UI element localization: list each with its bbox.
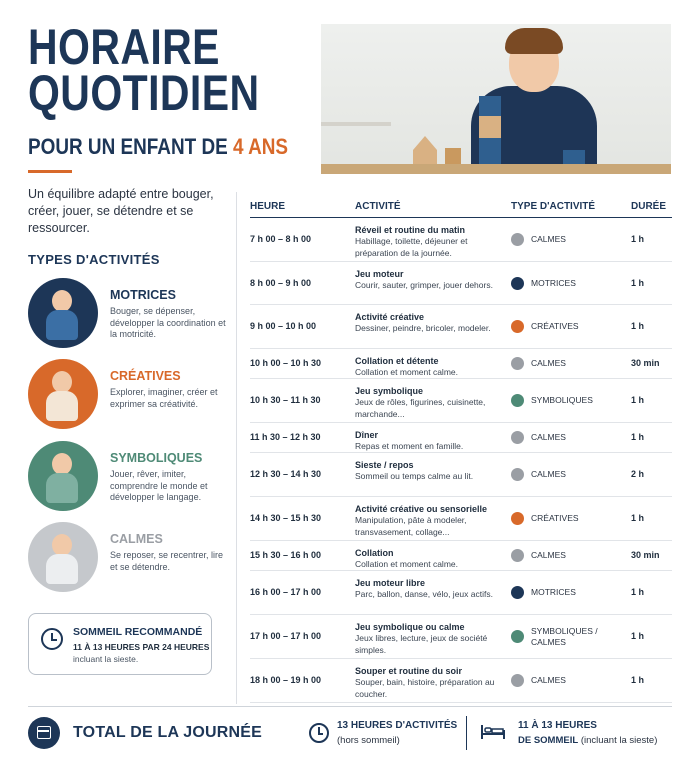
type-creatives <box>28 359 228 433</box>
row-time: 12 h 30 – 14 h 30 <box>250 469 322 479</box>
table-row <box>250 379 672 423</box>
sleep-recommendation <box>28 613 212 675</box>
row-time: 9 h 00 – 10 h 00 <box>250 321 317 331</box>
footer-divider <box>28 706 672 707</box>
accent-rule <box>28 170 72 173</box>
row-activity <box>355 548 505 571</box>
activity-detail: Jeux libres, lecture, jeux de société simples. <box>355 633 488 655</box>
page-title <box>28 19 260 121</box>
activity-detail: Jeux de rôles, figurines, cuisinette, marchande... <box>355 397 486 419</box>
activity-detail: Manipulation, pâte à modeler, transvasement, collage... <box>355 515 467 537</box>
activity-name: Activité créative <box>355 312 425 322</box>
activity-name: Sieste / repos <box>355 460 414 470</box>
avatar-body <box>46 554 78 584</box>
row-duration: 1 h <box>631 631 645 641</box>
activity-detail: Repas et moment en famille. <box>355 441 464 451</box>
avatar-body <box>46 473 78 503</box>
sleep-total-line2 <box>518 735 657 746</box>
row-duration: 1 h <box>631 675 645 685</box>
row-activity <box>355 356 505 379</box>
footer-separator <box>466 716 467 750</box>
table-row <box>250 497 672 541</box>
sleep-title: SOMMEIL RECOMMANDÉ <box>73 626 203 638</box>
type-dot <box>511 630 524 643</box>
row-activity <box>355 460 505 483</box>
subtitle-age: 4 ANS <box>233 134 289 159</box>
row-activity <box>355 622 505 656</box>
avatar-symboliques <box>28 441 98 511</box>
type-desc: Bouger, se dépenser, développer la coordination et la motricité. <box>110 306 226 339</box>
row-time: 15 h 30 – 16 h 00 <box>250 550 322 560</box>
block-blue-3 <box>563 150 585 164</box>
row-type: CRÉATIVES <box>531 321 579 331</box>
row-type: CALMES <box>531 550 566 560</box>
type-symboliques <box>28 441 228 515</box>
block-wood-2 <box>413 150 437 164</box>
clock-icon <box>309 723 329 743</box>
type-calmes <box>28 522 228 596</box>
sleep-note: incluant la sieste. <box>73 654 139 664</box>
row-duration: 1 h <box>631 513 645 523</box>
activity-detail: Dessiner, peindre, bricoler, modeler. <box>355 323 491 333</box>
type-dot <box>511 512 524 525</box>
type-desc: Explorer, imaginer, créer et exprimer sa créativité. <box>110 387 218 409</box>
subtitle-prefix: POUR UN ENFANT DE <box>28 134 228 159</box>
schedule-rows <box>250 218 672 703</box>
avatar-head <box>52 534 72 556</box>
sleep-total: 11 À 13 HEURES <box>518 720 597 731</box>
row-duration: 1 h <box>631 234 645 244</box>
table-row <box>250 305 672 349</box>
bed-icon <box>480 724 506 740</box>
row-duration: 1 h <box>631 395 645 405</box>
row-duration: 1 h <box>631 587 645 597</box>
header-duration: DURÉE <box>631 201 667 212</box>
table-row <box>250 262 672 305</box>
activities-total: 13 HEURES D'ACTIVITÉS <box>337 720 458 731</box>
activity-detail: Sommeil ou temps calme au lit. <box>355 471 474 481</box>
total-label: TOTAL DE LA JOURNÉE <box>73 724 263 741</box>
avatar-calmes <box>28 522 98 592</box>
intro-text: Un équilibre adapté entre bouger, créer, jouer, se détendre et se ressourcer. <box>28 187 214 235</box>
block-wood-3 <box>445 148 461 164</box>
activity-detail: Parc, ballon, danse, vélo, jeux actifs. <box>355 589 493 599</box>
row-time: 17 h 00 – 17 h 00 <box>250 631 322 641</box>
row-duration: 1 h <box>631 278 645 288</box>
avatar-motrices <box>28 278 98 348</box>
table-row <box>250 541 672 571</box>
row-duration: 1 h <box>631 432 645 442</box>
sleep-total-note: (incluant la sieste) <box>580 735 658 746</box>
block-blue-1 <box>479 96 501 116</box>
avatar-head <box>52 290 72 312</box>
table-row <box>250 218 672 262</box>
row-type: CRÉATIVES <box>531 513 579 523</box>
type-name: CRÉATIVES <box>110 369 181 383</box>
title-line-1: HORAIRE <box>28 19 220 75</box>
page-subtitle <box>28 134 288 160</box>
activity-detail: Collation et moment calme. <box>355 367 458 377</box>
type-motrices <box>28 278 228 352</box>
avatar-creatives <box>28 359 98 429</box>
activity-detail: Courir, sauter, grimper, jouer dehors. <box>355 280 493 290</box>
block-blue-2 <box>479 138 501 164</box>
row-type: SYMBOLIQUES / CALMES <box>531 626 598 647</box>
shelf <box>321 122 391 126</box>
avatar-head <box>52 453 72 475</box>
block-wood-1 <box>479 116 501 138</box>
row-time: 10 h 30 – 11 h 30 <box>250 395 321 405</box>
schedule-header <box>250 194 672 218</box>
row-type: SYMBOLIQUES <box>531 395 593 405</box>
type-dot <box>511 320 524 333</box>
activity-detail: Habillage, toilette, déjeuner et préparation de la journée. <box>355 236 468 258</box>
table-row <box>250 615 672 659</box>
row-activity <box>355 430 505 453</box>
row-activity <box>355 504 505 538</box>
table-row <box>250 423 672 453</box>
activity-name: Réveil et routine du matin <box>355 225 466 235</box>
type-dot <box>511 233 524 246</box>
activity-name: Jeu symbolique <box>355 386 424 396</box>
row-duration: 1 h <box>631 321 645 331</box>
sleep-total-bold: DE SOMMEIL <box>518 735 579 746</box>
activity-name: Jeu symbolique ou calme <box>355 622 465 632</box>
type-desc: Jouer, rêver, imiter, comprendre le monde et développer le langage. <box>110 469 208 502</box>
type-name: SYMBOLIQUES <box>110 451 203 465</box>
type-name: MOTRICES <box>110 288 176 302</box>
type-dot <box>511 586 524 599</box>
header-time: HEURE <box>250 201 286 212</box>
type-dot <box>511 394 524 407</box>
row-time: 14 h 30 – 15 h 30 <box>250 513 322 523</box>
row-time: 10 h 00 – 10 h 30 <box>250 358 322 368</box>
activity-name: Dîner <box>355 430 379 440</box>
row-activity <box>355 312 505 335</box>
hero-photo <box>321 24 671 174</box>
type-dot <box>511 431 524 444</box>
type-dot <box>511 468 524 481</box>
type-dot <box>511 357 524 370</box>
clock-icon <box>41 628 63 650</box>
avatar-body <box>46 310 78 340</box>
table-row <box>250 571 672 615</box>
row-activity <box>355 578 505 601</box>
avatar-head <box>52 371 72 393</box>
table-surface <box>321 164 671 174</box>
calendar-icon <box>28 717 60 749</box>
type-dot <box>511 277 524 290</box>
type-desc: Se reposer, se recentrer, lire et se détendre. <box>110 550 224 572</box>
type-dot <box>511 549 524 562</box>
activity-name: Souper et routine du soir <box>355 666 463 676</box>
row-type: CALMES <box>531 432 566 442</box>
types-title: TYPES D'ACTIVITÉS <box>28 252 160 267</box>
row-type: CALMES <box>531 234 566 244</box>
row-time: 16 h 00 – 17 h 00 <box>250 587 322 597</box>
block-roof <box>413 136 437 150</box>
activity-detail: Collation et moment calme. <box>355 559 458 569</box>
activity-name: Jeu moteur libre <box>355 578 426 588</box>
table-row <box>250 659 672 703</box>
row-duration: 30 min <box>631 358 660 368</box>
activity-name: Collation <box>355 548 394 558</box>
row-type: CALMES <box>531 358 566 368</box>
row-type: CALMES <box>531 675 566 685</box>
row-type: CALMES <box>531 469 566 479</box>
row-time: 11 h 30 – 12 h 30 <box>250 432 321 442</box>
header-activity: ACTIVITÉ <box>355 201 401 212</box>
row-duration: 30 min <box>631 550 660 560</box>
table-row <box>250 453 672 497</box>
row-time: 8 h 00 – 9 h 00 <box>250 278 312 288</box>
type-name: CALMES <box>110 532 163 546</box>
row-type: MOTRICES <box>531 587 576 597</box>
row-activity <box>355 386 505 420</box>
row-type: MOTRICES <box>531 278 576 288</box>
child-hair <box>505 28 563 54</box>
sleep-hours: 11 À 13 HEURES PAR 24 HEURES <box>73 642 210 652</box>
row-activity <box>355 225 505 259</box>
row-duration: 2 h <box>631 469 645 479</box>
title-line-2: QUOTIDIEN <box>28 65 260 121</box>
activities-note: (hors sommeil) <box>337 735 400 746</box>
activity-name: Activité créative ou sensorielle <box>355 504 488 514</box>
row-activity <box>355 269 505 292</box>
activity-name: Jeu moteur <box>355 269 404 279</box>
column-divider <box>236 192 237 704</box>
row-time: 18 h 00 – 19 h 00 <box>250 675 322 685</box>
row-time: 7 h 00 – 8 h 00 <box>250 234 312 244</box>
activity-name: Collation et détente <box>355 356 439 366</box>
header-type: TYPE D'ACTIVITÉ <box>511 201 596 212</box>
table-row <box>250 349 672 379</box>
type-dot <box>511 674 524 687</box>
activity-detail: Souper, bain, histoire, préparation au coucher. <box>355 677 495 699</box>
schedule-table <box>250 194 672 703</box>
row-activity <box>355 666 505 700</box>
avatar-body <box>46 391 78 421</box>
